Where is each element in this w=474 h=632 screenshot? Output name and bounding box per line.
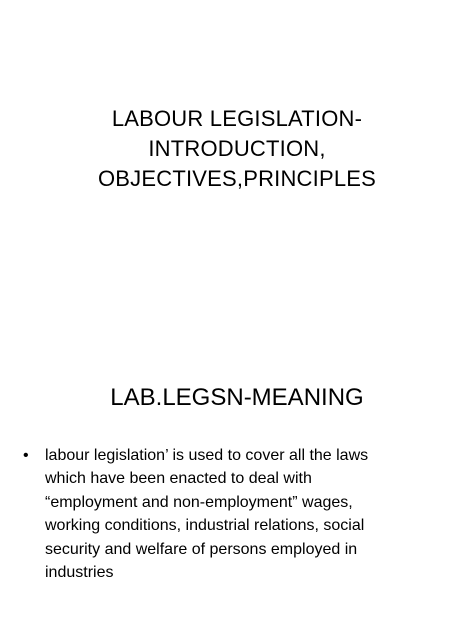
slide-heading: LAB.LEGSN-MEANING bbox=[110, 384, 364, 411]
bullet-line-4: working conditions, industrial relations, social bbox=[45, 517, 365, 535]
title-line-3: OBJECTIVES,PRINCIPLES bbox=[97, 166, 377, 191]
bullet-line-2: which have been enacted to deal with bbox=[45, 470, 312, 488]
slide-title bbox=[0, 104, 474, 194]
bullet-line-6: industries bbox=[45, 564, 114, 582]
bullet-line-1: labour legislation’ is used to cover all the laws bbox=[45, 447, 369, 464]
title-line-2: INTRODUCTION, bbox=[148, 136, 326, 161]
bullet-text bbox=[45, 444, 463, 584]
bullet-line-3: “employment and non-employment” wages, bbox=[45, 493, 353, 511]
content-slide bbox=[0, 316, 474, 632]
bullet-item bbox=[23, 444, 463, 584]
bullet-icon: • bbox=[23, 447, 29, 464]
bullet-line-5: security and welfare of persons employed in bbox=[45, 540, 358, 558]
title-line-1: LABOUR LEGISLATION- bbox=[111, 106, 363, 131]
